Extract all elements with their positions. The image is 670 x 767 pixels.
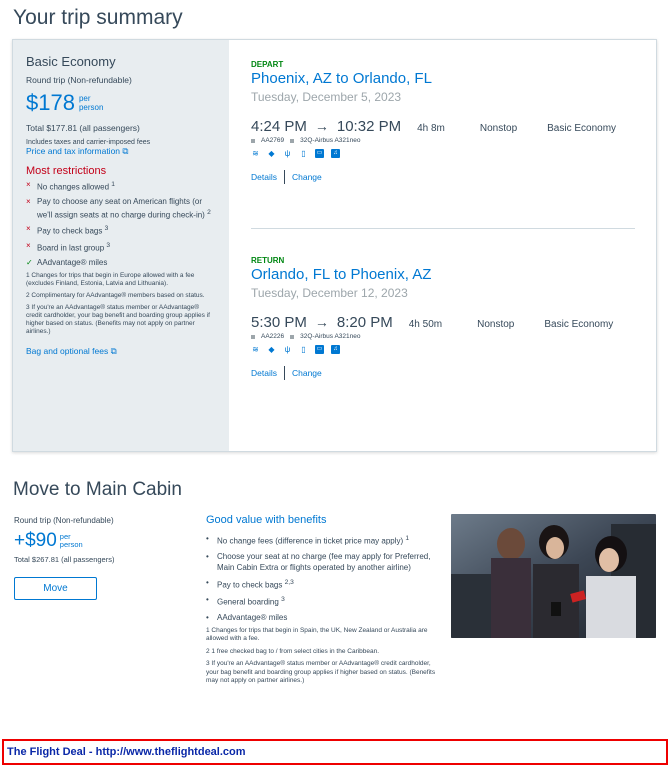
passengers-image [451,514,656,638]
footnote-1: 1 Changes for trips that begin in Europe allowed with a fee (excludes Finland, Estonia, Latvia and Lithuania). [26,271,195,287]
x-icon: × [26,180,31,189]
stops: Nonstop [477,319,515,330]
leg-divider [251,228,635,229]
itinerary-panel [229,40,656,451]
music-icon: ♫ [331,345,340,354]
leg-route: Phoenix, AZ to Orlando, FL [251,70,432,87]
upsell-footnote-1: 1 Changes for trips that begin in Spain, the UK, New Zealand or Australia are allowed with a fee. [206,626,428,643]
flight-info [251,137,636,144]
music-icon: ♫ [331,149,340,158]
change-link[interactable]: Change [291,368,322,378]
cabin: Basic Economy [544,319,614,330]
arrow-right-icon: → [314,118,329,134]
leg-links [251,366,636,380]
upsell-amount: +$90 [14,530,57,551]
leg-times [251,314,636,331]
flight-number: AA2769 [261,137,285,144]
duration: 4h 50m [408,319,443,330]
trip-type: Round trip (Non-refundable) [26,75,132,85]
x-icon: × [26,224,31,234]
amenities [251,149,636,158]
bullet-icon [251,335,255,339]
leg-route: Orlando, FL to Phoenix, AZ [251,266,432,283]
arrow-right-icon: → [314,314,329,330]
flight-info [251,333,636,340]
amenities [251,345,636,354]
stops: Nonstop [479,123,518,134]
restriction-item: × Board in last group $^3$ [26,240,111,253]
leg-label: RETURN [251,256,285,265]
move-button[interactable]: Move [14,577,97,600]
tv-icon: ▭ [316,346,323,352]
footnote-3: 3 If you're an AAdvantage® status member or AAdvantage® credit cardholder, your bag benefit and boarding group applies if higher based on status. (Benefits may not apply on partner airlines.) [26,303,210,335]
shield-icon: ◆ [268,149,275,158]
tv-icon: ▭ [316,150,323,156]
benefit-item: • AAdvantage® miles [206,612,438,623]
usb-icon: ψ [284,149,291,158]
bullet-icon [251,139,255,143]
footer-text: The Flight Deal - http://www.theflightdeal.com [7,746,246,758]
upsell-trip-type: Round trip (Non-refundable) [14,516,114,525]
upsell-benefits [206,514,438,686]
divider [284,170,285,184]
price-amount: $178 [26,90,75,115]
restriction-item: × Pay to choose any seat on American flights (or we'll assign seats at no charge during check-in) $^2$ [26,196,211,220]
aircraft: 32Q-Airbus A321neo [300,137,361,144]
fare-panel [13,40,229,451]
details-link[interactable]: Details [251,172,277,182]
depart-leg [251,60,636,184]
footer-banner[interactable] [2,739,668,765]
restrictions-list [26,179,216,268]
arrival-time: 10:32 PM [336,118,402,135]
change-link[interactable]: Change [291,172,322,182]
upsell-footnote-2: 2 1 free checked bag to / from select cities in the Caribbean. [206,647,380,655]
departure-time: 5:30 PM [251,314,307,331]
upsell-total: Total $267.81 (all passengers) [14,555,115,564]
upsell-price [14,531,184,551]
page-title: Your trip summary [13,6,183,29]
aircraft: 32Q-Airbus A321neo [300,333,361,340]
footnote-2: 2 Complimentary for AAdvantage® members based on status. [26,291,205,299]
shield-icon: ◆ [268,345,275,354]
leg-date: Tuesday, December 5, 2023 [251,90,402,104]
leg-links [251,170,636,184]
fare-includes: Includes taxes and carrier-imposed fees [26,139,151,146]
cabin: Basic Economy [547,123,617,134]
bullet-icon [290,335,294,339]
phone-icon: ▯ [301,345,306,354]
benefit-item: • Choose your seat at no charge (fee may apply for Preferred, Main Cabin Extra or flights operated by another airline) [206,551,438,573]
restrictions-title: Most restrictions [26,165,107,177]
popup-icon: ⧉ [122,146,129,156]
fare-price [26,91,216,115]
price-tax-link[interactable]: Price and tax information ⧉ [26,146,129,156]
leg-date: Tuesday, December 12, 2023 [251,286,408,300]
arrival-time: 8:20 PM [336,314,393,331]
duration: 4h 8m [417,123,445,134]
departure-time: 4:24 PM [251,118,307,135]
upsell-footnote-3: 3 If you're an AAdvantage® status member or AAdvantage® credit cardholder, your bag benefit and boarding group applies if higher based on status. (Benefits may not apply on partner airlines.) [206,660,436,685]
upsell-price-block [14,516,184,600]
benefit-item: • No change fees (difference in ticket price may apply) $^1$ [206,533,438,547]
bag-fees-link[interactable]: Bag and optional fees ⧉ [26,345,117,356]
check-icon: ✓ [26,257,33,267]
details-link[interactable]: Details [251,368,277,378]
return-leg [251,256,636,380]
usb-icon: ψ [284,345,291,354]
benefits-title: Good value with benefits [206,514,327,526]
x-icon: × [26,196,31,206]
benefit-item: • General boarding $^3$ [206,594,438,608]
restriction-item: × No changes allowed $^1$ [26,180,115,192]
fare-total: Total $177.81 (all passengers) [26,123,140,133]
upsell-per-person: per person [59,532,83,549]
popup-icon: ⧉ [110,345,117,356]
benefits-list [206,533,438,623]
flight-number: AA2226 [261,333,285,340]
bullet-icon [290,139,294,143]
x-icon: × [26,240,31,250]
cabin-photo [451,514,656,638]
restriction-item: ✓ AAdvantage® miles [26,257,108,267]
divider [284,366,285,380]
leg-label: DEPART [251,60,284,69]
phone-icon: ▯ [301,149,306,158]
wifi-icon: ≋ [252,149,259,158]
upsell-title: Move to Main Cabin [13,479,182,500]
leg-times [251,118,636,135]
fare-name: Basic Economy [26,54,116,69]
restriction-item: × Pay to check bags $^3$ [26,224,109,236]
benefit-item: • Pay to check bags $^{2,3}$ [206,577,438,591]
price-per-person: per person [78,94,104,112]
trip-summary-card [12,39,657,452]
wifi-icon: ≋ [252,345,259,354]
